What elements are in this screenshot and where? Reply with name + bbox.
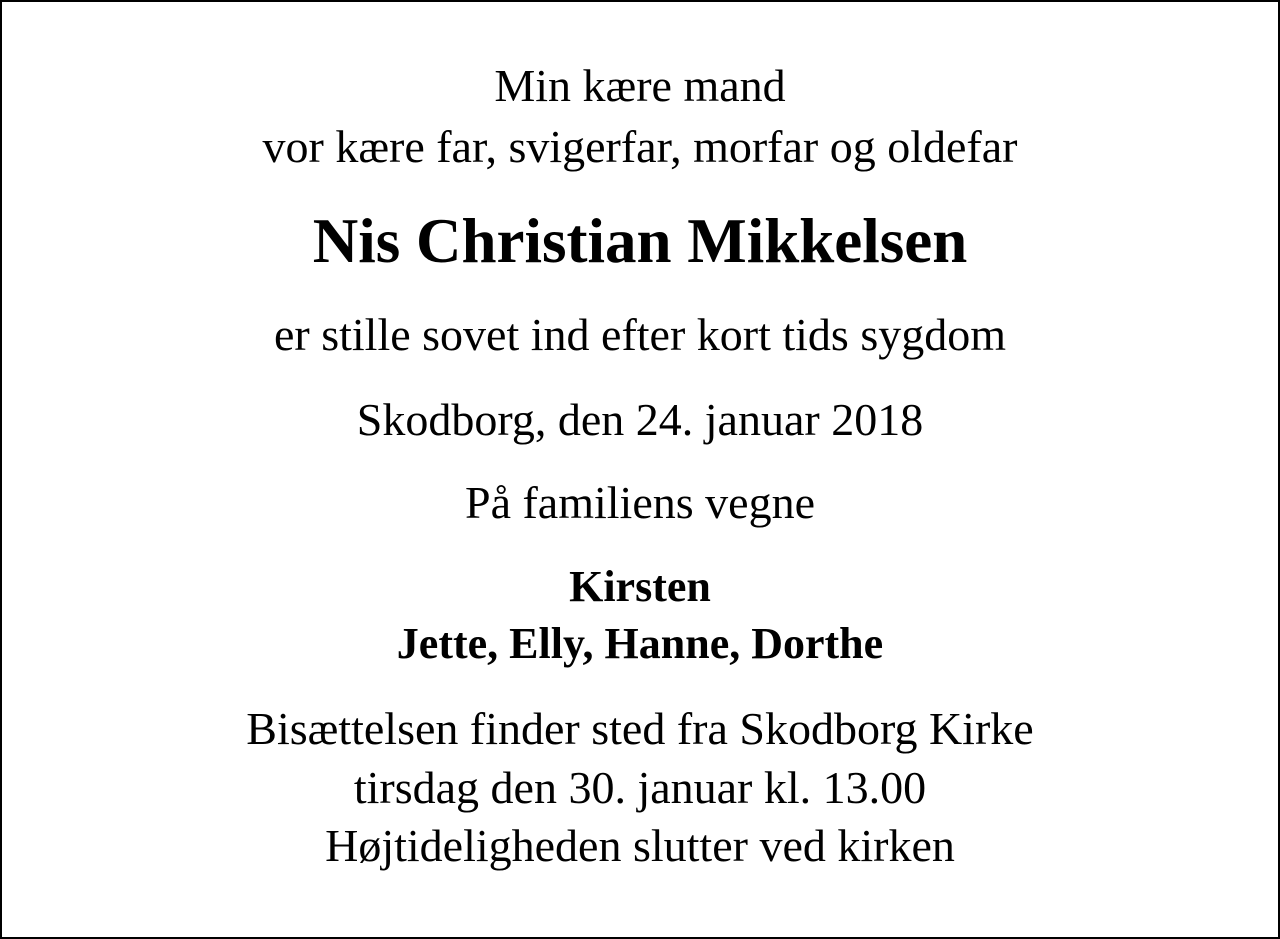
- funeral-line-1: Bisættelsen finder sted fra Skodborg Kirke: [246, 703, 1034, 754]
- signers-line-1: Kirsten: [569, 562, 711, 611]
- intro-line-2: vor kære far, svigerfar, morfar og oldefar: [262, 121, 1018, 172]
- funeral-line-3: Højtideligheden slutter ved kirken: [325, 820, 955, 871]
- funeral-line-2: tirsdag den 30. januar kl. 13.00: [353, 762, 927, 813]
- signers-line-2: Jette, Elly, Hanne, Dorthe: [396, 619, 884, 668]
- status-line: er stille sovet ind efter kort tids sygdom: [273, 309, 1007, 360]
- intro-line-1: Min kære mand: [494, 60, 786, 111]
- place-date: Skodborg, den 24. januar 2018: [356, 394, 924, 445]
- on-behalf-line: På familiens vegne: [464, 477, 815, 528]
- deceased-name: Nis Christian Mikkelsen: [312, 206, 968, 276]
